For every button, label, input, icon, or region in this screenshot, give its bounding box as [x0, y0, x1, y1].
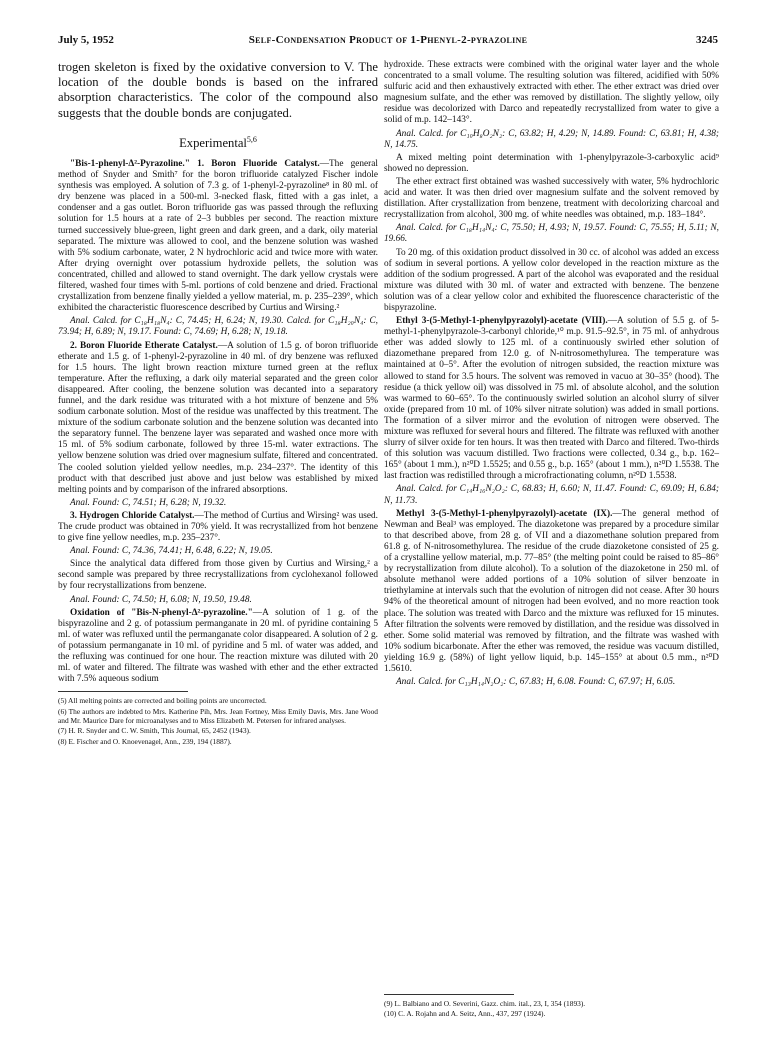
footnote-10: (10) C. A. Rojahn and A. Seitz, Ann., 437, 297 (1924). [384, 1009, 546, 1019]
procedure-2-heading: 2. Boron Fluoride Etherate Catalyst. [70, 340, 218, 351]
procedure-2 [58, 341, 378, 496]
intro-paragraph: trogen skeleton is fixed by the oxidative conversion to V. The location of the double bonds is based on the infrared absorption characteristics. The color of the compound also suggests that the double bonds are conjugated. [58, 60, 378, 120]
analysis-3: Anal. Found: C, 74.36, 74.41; H, 6.48, 6.22; N, 19.05. [70, 546, 273, 557]
procedure-ix [384, 509, 719, 675]
header-date: July 5, 1952 [58, 34, 114, 46]
procedure-viii-heading: Ethyl 3-(5-Methyl-1-phenylpyrazolyl)-acetate (VIII). [396, 316, 608, 327]
paragraph-reduction: To 20 mg. of this oxidation product dissolved in 30 cc. of alcohol was added an excess of sodium in several portions. A yellow color developed in the reaction mixture as the addition of the sodium progressed. A part of the alcohol was evaporated and the residual mixture was diluted with 30 ml. of water and extracted with benzene. The benzene solution was of a clear yellow color and exhibited the fluorescence characteristic of the bispyrazoline. [384, 247, 719, 313]
analysis-5: Anal. Calcd. for C₁₀H₈O₂N₂: C, 63.82; H, 4.29; N, 14.89. Found: C, 63.81; H, 4.38; N, 14.75. [384, 128, 719, 150]
footnote-9: (9) L. Balbiano and O. Severini, Gazz. chim. ital., 23, I, 354 (1893). [384, 999, 586, 1008]
paragraph-since: Since the analytical data differed from those given by Curtius and Wirsing,² a second sample was prepared by three recrystallizations from cyclohexanol followed by four recrystallizations from benzene. [58, 559, 378, 592]
footnote-8: (8) E. Fischer and O. Knoevenagel, Ann., 239, 194 (1887). [58, 736, 232, 746]
paragraph-ether-extract: The ether extract first obtained was washed successively with water, 5% hydrochloric acid and water. It was then dried over magnesium sulfate and the solvent removed by distillation. After crystallization from benzene, treatment with decolorizing charcoal and recrystallization from alcohol, 300 mg. of white needles was obtained, m.p. 183–184°. [384, 176, 719, 221]
procedure-ix-heading: Methyl 3-(5-Methyl-1-phenylpyrazolyl)-acetate (IX). [396, 508, 613, 519]
analysis-7: Anal. Calcd. for C₁₄H₁₆N₂O₂: C, 68.83; H, 6.60; N, 11.47. Found: C, 69.09; H, 6.84; N, 11.73. [384, 484, 719, 506]
procedure-oxidation [58, 608, 378, 686]
running-header [58, 34, 718, 50]
footnote-7: (7) H. R. Snyder and C. W. Smith, This Journal, 65, 2452 (1943). [58, 726, 251, 736]
procedure-1-heading: "Bis-1-phenyl-Δ²-Pyrazoline." 1. Boron Fluoride Catalyst. [70, 159, 320, 169]
section-title: Experimental [179, 136, 247, 150]
procedure-viii-text: —A solution of 5.5 g. of 5-methyl-1-phenylpyrazole-3-carbonyl chloride,¹⁰ m.p. 91.5–92.5°, in 75 ml. of anhydrous ether was added slowly to 125 ml. of a continuously swirled ether solution of diazomethane prepared from 12.0 g. of N-nitrosomethylurea. The temperature was maintained at 0–5°. After the evolution of nitrogen subsided, the reaction mixture was allowed to stand for 3.5 hours. The solvent was removed in vacuo at 30–35° (hood). The residue (a thick yellow oil) was dissolved in 75 ml. of absolute alcohol, and the solution was warmed to 60–65°. To the continuously swirled solution an alcohol slurry of silver oxide (prepared from 10 ml. of 10% silver nitrate solution) was added in small portions. The formation of a silver mirror and the evolution of nitrogen were observed. The mixture was refluxed for several hours and filtered. The filtrate was refluxed with another slurry of silver oxide for ten hours. It was then treated with Darco and filtered. Two-thirds of this solution was vacuum distilled. Two fractions were collected, 0.34 g., b.p. 162–165° (about 1 mm.), n²⁰D 1.5525; and 0.55 g., b.p. 165° (about 1 mm.), n²⁰D 1.5538. The last fraction was redistilled through a microfractionating column, n²⁰D 1.5538. [384, 316, 719, 482]
procedure-2-text: —A solution of 1.5 g. of boron trifluoride etherate and 1.5 g. of 1-phenyl-2-pyrazoline in 40 ml. of dry benzene was refluxed for 1.5 hours. The light brown reaction mixture turned green at the reflux temperature. After the refluxing, a dark oily material separated and the green color disappeared. After cooling, the benzene solution was decanted into a separatory funnel, and the dark residue was triturated with a hot mixture of benzene and 5% sodium carbonate solution. Most of the residue was unaffected by this treatment. The mixture of the sodium carbonate solution and the benzene solution was decanted into the separatory funnel. The benzene layer was separated and washed once more with 15 ml. of 5% sodium carbonate, followed by three 15-ml. water extractions. The yellow benzene solution was dried over magnesium sulfate, filtered and concentrated. The cooled solution yielded yellow needles, m.p. 234–237°. The identity of this product with that described just above and just below was established by mixed melting points and by comparison of the infrared absorptions. [58, 340, 378, 495]
procedure-3 [58, 511, 378, 544]
procedure-viii [384, 316, 719, 482]
right-column [384, 60, 719, 690]
analysis-8: Anal. Calcd. for C₁₃H₁₄N₂O₂: C, 67.83; H, 6.08. Found: C, 67.97; H, 6.05. [396, 677, 676, 688]
footnote-6: (6) The authors are indebted to Mrs. Katherine Pih, Mrs. Jean Fortney, Miss Emily Davis, Mrs. Jane Wood and Mr. Maurice Dare for microanalyses and to Miss Elizabeth M. Petersen for infrared analyses. [58, 706, 378, 725]
procedure-3-text: —The method of Curtius and Wirsing² was used. The crude product was obtained in 70% yield. It was recrystallized from hot benzene to give fine yellow needles, m.p. 235–237°. [58, 510, 379, 544]
procedure-3-heading: 3. Hydrogen Chloride Catalyst. [70, 510, 195, 521]
right-footnotes [384, 988, 719, 1020]
analysis-2: Anal. Found: C, 74.51; H, 6.28; N, 19.32. [70, 497, 227, 508]
procedure-1-text: —The general method of Snyder and Smith⁷ for the boron trifluoride catalyzed Fischer indole synthesis was employed. A solution of 7.3 g. of 1-phenyl-2-pyrazoline⁸ in 80 ml. of dry benzene was placed in a 500-ml. 3-necked flask, fitted with a gas inlet, a condenser and a gas outlet. Boron trifluoride gas was passed through the refluxing solution for 1.5 hours at a rate of 2–3 bubbles per second. The reaction mixture turned successively blue-green, light green and dark green, and a dark, oily material separated. The mixture was allowed to cool, and the benzene solution was washed with 5% sodium carbonate, water, 2 N hydrochloric acid and twice more with water. After drying overnight over potassium hydroxide pellets, the solution was concentrated, chilled and allowed to stand overnight. The dark yellow crystals were filtered, washed four times with 5-ml. portions of cold benzene and dried. Fractional crystallization from benzene finally yielded a yellow material, m. p. 235–239°, which exhibited the characteristic fluorescence described by Curtius and Wirsing.² [58, 159, 378, 314]
paragraph-hydroxide: hydroxide. These extracts were combined with the original water layer and the whole concentrated to a small volume. The resulting solution was filtered, acidified with 50% sulfuric acid and then exhaustively extracted with ether. The ether extract was dried over magnesium sulfate, and the ether was removed by distillation. The slightly yellow, oily residue was decolorized with Darco and repeatedly recrystallized from water to give a solid of m.p. 142–143°. [384, 60, 719, 126]
paragraph-mixed-mp: A mixed melting point determination with 1-phenylpyrazole-3-carboxylic acid⁹ showed no depression. [384, 152, 719, 174]
procedure-oxidation-text: —A solution of 1 g. of the bispyrazoline and 2 g. of potassium permanganate in 20 ml. of pyridine containing 5 ml. of water was refluxed until the permanganate color disappeared. A solution of 2 g. of potassium permanganate in 10 ml. of pyridine and 5 ml. of water was added, and the refluxing was continued for one hour. The reaction mixture was diluted with 20 ml. of water and filtered. The filtrate was washed with ether and the ether extracted with 7.5% aqueous sodium [58, 607, 379, 685]
analysis-4: Anal. Found: C, 74.50; H, 6.08; N, 19.50, 19.48. [70, 594, 252, 605]
analysis-1: Anal. Calcd. for C₁₈H₁₈N₄: C, 74.45; H, 6.24; N, 19.30. Calcd. for C₁₈H₂₀N₄: C, 73.94; H, 6.89; N, 19.17. Found: C, 74.69; H, 6.28; N, 19.18. [58, 316, 378, 338]
procedure-ix-text: —The general method of Newman and Beal³ was employed. The diazoketone was prepared by a procedure similar to that described above, from 28 g. of VII and a diazomethane solution prepared from 61.8 g. of N-nitrosomethylurea. The residue of the crude diazoketone consisted of 25 g. of a crystalline yellow material, m.p. 77–85° (the melting point could be raised to 85–86° by recrystallization from dilute alcohol). To a solution of the diazoketone in 250 ml. of absolute methanol were added portions of a 10% solution of silver benzoate in triethylamine at intervals such that the evolution of nitrogen did not cease. After 30 hours 94% of the theoretical amount of nitrogen had been evolved, and no more reaction took place. The solution was treated with Darco and the mixture was refluxed for 15 minutes. After filtration the solvents were removed by distillation, and the residue was dissolved in ether. Some solid material was removed by filtration, and the filtrate was washed with 10% sodium bicarbonate. After the ether was removed, the residue was vacuum distilled, yielding 16.9 g. (58%) of light yellow liquid, b.p. 145–155° at about 0.5 mm., n²⁰D 1.5610. [384, 508, 719, 674]
footnote-divider [58, 691, 188, 692]
procedure-1 [58, 159, 378, 314]
section-heading [58, 135, 378, 151]
footnote-5: (5) All melting points are corrected and boiling points are uncorrected. [58, 696, 267, 706]
procedure-oxidation-heading: Oxidation of "Bis-N-phenyl-Δ²-pyrazoline." [70, 607, 253, 618]
left-column [58, 60, 378, 747]
header-title: Self-Condensation Product of 1-Phenyl-2-pyrazoline [248, 34, 528, 46]
analysis-6: Anal. Calcd. for C₁₈H₁₄N₄: C, 75.50; H, 4.93; N, 19.57. Found: C, 75.55; H, 5.11; N, 19.66. [384, 223, 719, 245]
page-number: 3245 [696, 34, 718, 46]
section-refs: 5,6 [246, 134, 257, 144]
footnote-divider-right [384, 994, 514, 995]
